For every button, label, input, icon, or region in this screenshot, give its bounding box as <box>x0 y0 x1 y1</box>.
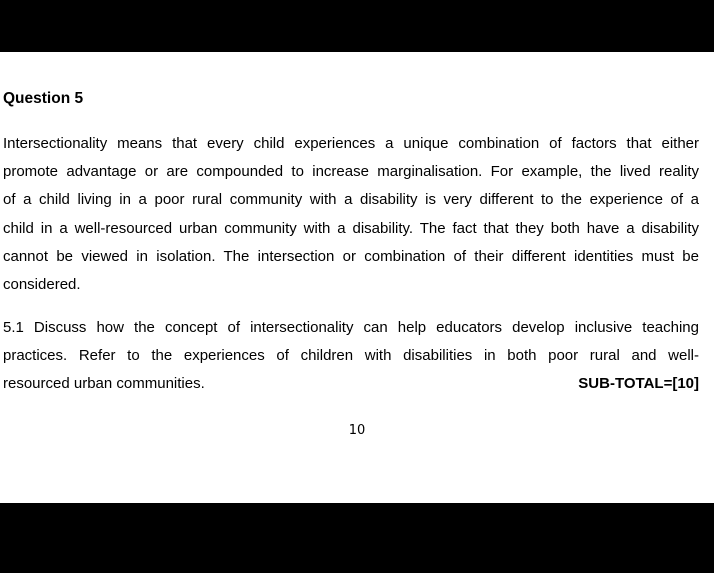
paragraph-line: of a child living in a poor rural community with a disability is very different to the experience of a <box>3 191 699 209</box>
sub-question-line: resourced urban communities. <box>3 375 205 393</box>
sub-question-final-row <box>3 370 699 398</box>
document-page <box>0 52 714 503</box>
subtotal-marks: SUB-TOTAL=[10] <box>578 375 699 393</box>
paragraph-line: cannot be viewed in isolation. The intersection or combination of their different identities must be <box>3 247 699 265</box>
sub-question-line: 5.1 Discuss how the concept of intersectionality can help educators develop inclusive teaching <box>3 319 699 336</box>
paragraph-line: promote advantage or are compounded to increase marginalisation. For example, the lived reality <box>3 163 699 181</box>
paragraph-line: considered. <box>3 276 81 294</box>
sub-question-line: practices. Refer to the experiences of children with disabilities in both poor rural and well- <box>3 347 699 365</box>
sub-question-paragraph <box>3 314 699 399</box>
question-paragraph <box>3 130 699 299</box>
paragraph-line: Intersectionality means that every child experiences a unique combination of factors that either <box>3 135 699 152</box>
page-number: 10 <box>348 423 366 438</box>
paragraph-line: child in a well-resourced urban community with a disability. The fact that they both have a disability <box>3 219 699 237</box>
question-heading: Question 5 <box>3 90 84 107</box>
